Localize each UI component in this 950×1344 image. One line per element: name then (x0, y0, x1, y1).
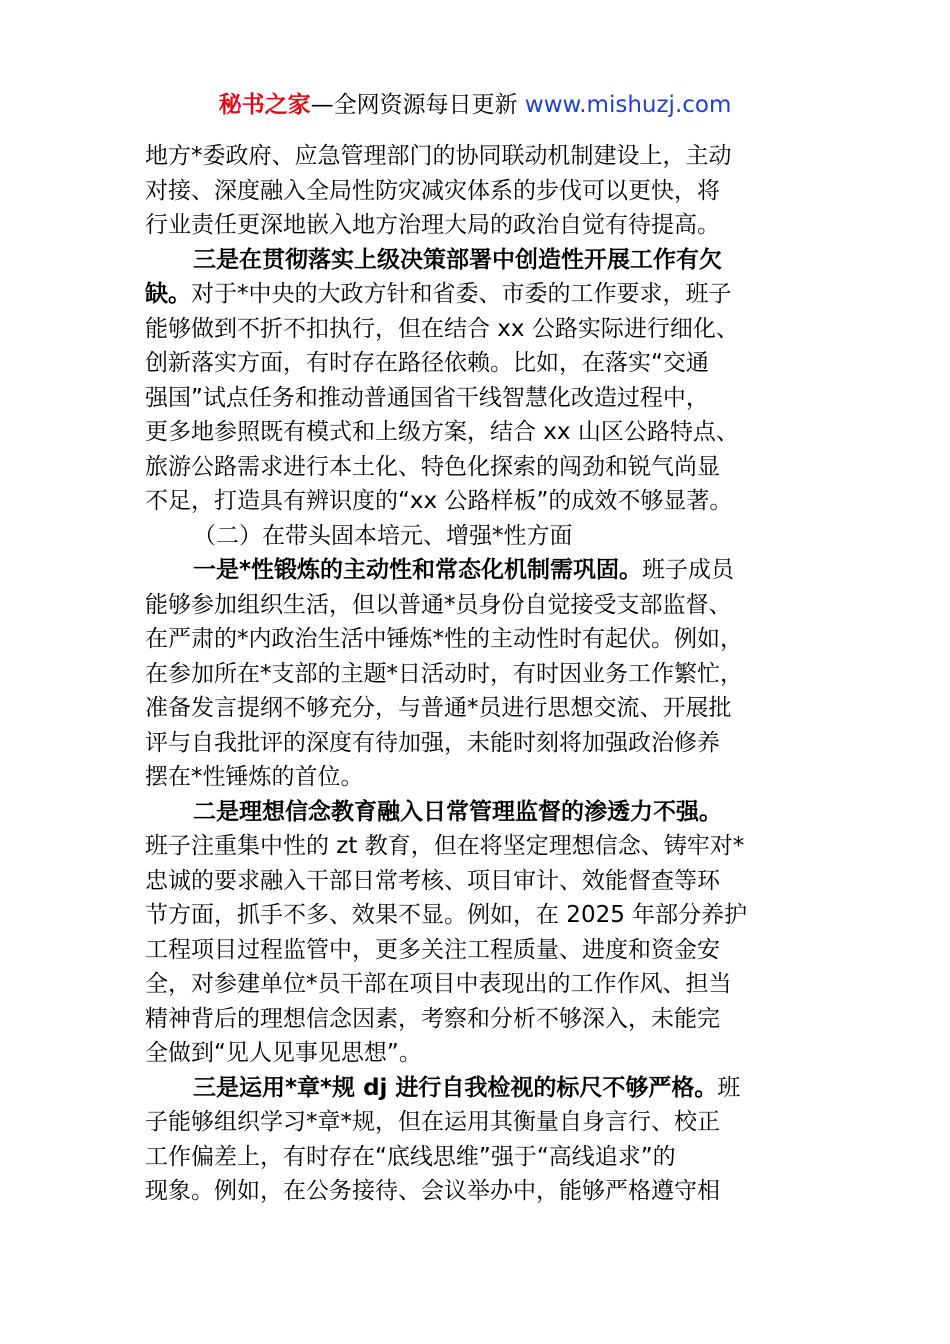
text-segment: 工程项目过程监管中，更多关注工程质量、进度和资金安 (145, 936, 720, 963)
bold-text-segment: 三是运用*章*规 dj 进行自我检视的标尺不够严格。 (193, 1074, 718, 1101)
text-line (145, 415, 810, 450)
text-segment: 班子注重集中性的 zt 教育，但在将坚定理想信念、铸牢对* (145, 833, 745, 859)
text-line (145, 967, 810, 1002)
text-line (145, 726, 810, 761)
text-segment: 能够参加组织生活，但以普通*员身份自觉接受支部监督、 (145, 591, 732, 618)
text-line (145, 760, 810, 795)
text-segment: 创新落实方面，有时存在路径依赖。比如，在落实“交通 (145, 350, 709, 376)
text-line (145, 691, 810, 726)
text-line (145, 243, 810, 278)
text-segment: 强国”试点任务和推动普通国省干线智慧化改造过程中， (145, 384, 709, 411)
text-line (145, 864, 810, 899)
text-line (145, 1036, 810, 1071)
text-segment: 工作偏差上，有时存在“底线思维”强于“高线追求”的 (145, 1143, 676, 1170)
text-segment: （二）在带头固本培元、增强*性方面 (193, 522, 573, 549)
text-line (145, 588, 810, 623)
text-line (145, 1071, 810, 1106)
text-line (145, 898, 810, 933)
text-line (145, 553, 810, 588)
text-line (145, 174, 810, 209)
text-segment: 现象。例如，在公务接待、会议举办中，能够严格遵守相 (145, 1178, 720, 1204)
text-segment: 在参加所在*支部的主题*日活动时，有时因业务工作繁忙， (145, 660, 743, 687)
bold-text-segment: 二是理想信念教育融入日常管理监督的渗透力不强。 (193, 798, 722, 825)
text-line (145, 795, 810, 830)
text-line (145, 519, 810, 554)
text-line (145, 829, 810, 864)
text-segment: 班子成员 (642, 557, 735, 583)
text-line (145, 484, 810, 519)
text-line (145, 622, 810, 657)
bold-text-segment: 缺。 (145, 281, 191, 307)
text-line (145, 346, 810, 381)
text-segment: 地方*委政府、应急管理部门的协同联动机制建设上，主动 (145, 143, 732, 169)
text-segment: 全，对参建单位*员干部在项目中表现出的工作作风、担当 (145, 971, 732, 997)
text-segment: 不足，打造具有辨识度的“xx 公路样板”的成效不够显著。 (145, 488, 733, 514)
text-segment: 摆在*性锤炼的首位。 (145, 764, 364, 790)
text-segment: 评与自我批评的深度有待加强，未能时刻将加强政治修养 (145, 729, 720, 756)
site-url-link[interactable]: www.mishuzj.com (524, 92, 732, 118)
text-line (145, 381, 810, 416)
text-segment: 在严肃的*内政治生活中锤炼*性的主动性时有起伏。例如， (145, 626, 743, 652)
bold-text-segment: 三是在贯彻落实上级决策部署中创造性开展工作有欠 (193, 246, 722, 273)
text-line (145, 1002, 810, 1037)
document-body (145, 139, 810, 1209)
text-line (145, 1105, 810, 1140)
text-segment: 精神背后的理想信念因素，考察和分析不够深入，未能完 (145, 1005, 720, 1032)
text-segment: 能够做到不折不扣执行，但在结合 xx 公路实际进行细化、 (145, 315, 739, 342)
text-line (145, 139, 810, 174)
text-line (145, 657, 810, 692)
text-line (145, 1140, 810, 1175)
text-segment: 子能够组织学习*章*规，但在运用其衡量自身言行、校正 (145, 1109, 720, 1135)
text-line (145, 450, 810, 485)
text-segment: 班 (717, 1074, 741, 1101)
text-segment: 全做到“见人见事见思想”。 (145, 1040, 422, 1066)
text-line (145, 933, 810, 968)
text-segment: 对接、深度融入全局性防灾减灾体系的步伐可以更快，将 (145, 177, 720, 204)
text-segment: 行业责任更深地嵌入地方治理大局的政治自觉有待提高。 (145, 212, 720, 238)
text-segment: 旅游公路需求进行本土化、特色化探索的闯劲和锐气尚显 (145, 453, 720, 480)
text-segment: 节方面，抓手不多、效果不显。例如，在 2025 年部分养护 (145, 902, 748, 928)
brand-name: 秘书之家 (218, 92, 311, 118)
text-line (145, 312, 810, 347)
text-line (145, 208, 810, 243)
text-segment: 忠诚的要求融入干部日常考核、项目审计、效能督查等环 (145, 867, 720, 894)
site-header (0, 88, 950, 122)
text-segment: 更多地参照既有模式和上级方案，结合 xx 山区公路特点、 (145, 419, 739, 445)
text-line (145, 277, 810, 312)
bold-text-segment: 一是*性锻炼的主动性和常态化机制需巩固。 (193, 557, 643, 583)
text-line (145, 1174, 810, 1209)
text-segment: 准备发言提纲不够充分，与普通*员进行思想交流、开展批 (145, 695, 732, 721)
header-tagline: —全网资源每日更新 (310, 92, 525, 118)
text-segment: 对于*中央的大政方针和省委、市委的工作要求，班子 (191, 281, 732, 307)
